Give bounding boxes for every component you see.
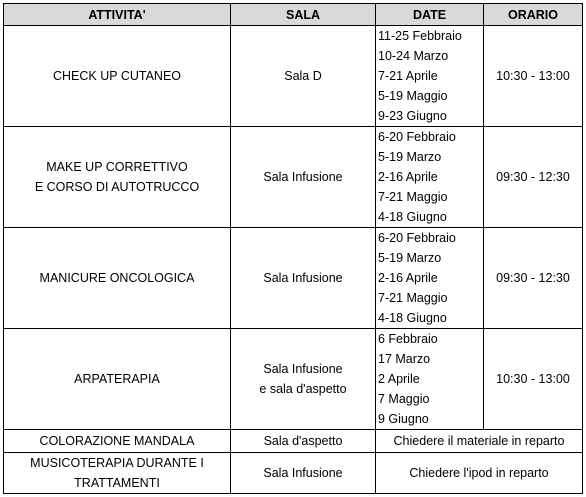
activity-cell (4, 453, 231, 494)
time-cell: 09:30 - 12:30 (484, 228, 583, 329)
text-line: e sala d'aspetto (259, 382, 347, 396)
header-time: ORARIO (484, 4, 583, 26)
table-row (4, 453, 583, 494)
date-entry: 9-23 Giugno (378, 109, 447, 123)
date-entry: 5-19 Marzo (378, 251, 442, 265)
date-entry: 7 Maggio (378, 392, 430, 406)
time-cell: 09:30 - 12:30 (484, 127, 583, 228)
table-row (4, 430, 583, 453)
date-entry: 4-18 Giugno (378, 210, 447, 224)
date-entry: 10-24 Marzo (378, 49, 449, 63)
activity-cell (4, 329, 231, 430)
room-cell (231, 26, 376, 127)
text-line: Sala Infusione (263, 362, 343, 376)
dates-cell (376, 26, 484, 127)
text-line: TRATTAMENTI (74, 476, 160, 490)
text-line: CHECK UP CUTANEO (52, 69, 182, 83)
text-line: MANICURE ONCOLOGICA (39, 271, 195, 285)
date-entry: 6 Febbraio (378, 332, 438, 346)
room-cell: Sala Infusione (231, 453, 376, 494)
text-line: MAKE UP CORRETTIVO (46, 160, 188, 174)
header-room: SALA (231, 4, 376, 26)
date-entry: 9 Giugno (378, 412, 429, 426)
date-entry: 11-25 Febbraio (378, 29, 462, 43)
dates-cell (376, 329, 484, 430)
room-cell: Sala d'aspetto (231, 430, 376, 453)
date-entry: 6-20 Febbraio (378, 130, 456, 144)
header-activity: ATTIVITA' (4, 4, 231, 26)
room-cell (231, 329, 376, 430)
schedule-table (3, 3, 583, 494)
date-entry: 7-21 Maggio (378, 190, 448, 204)
header-dates: DATE (376, 4, 484, 26)
date-entry: 7-21 Maggio (378, 291, 448, 305)
room-cell (231, 127, 376, 228)
activity-cell (4, 430, 231, 453)
text-line: COLORAZIONE MANDALA (39, 434, 195, 448)
date-entry: 4-18 Giugno (378, 311, 447, 325)
dates-cell (376, 228, 484, 329)
text-line: E CORSO DI AUTOTRUCCO (34, 180, 200, 194)
date-entry: 2-16 Aprile (378, 271, 438, 285)
dates-cell (376, 127, 484, 228)
note-cell: Chiedere l'ipod in reparto (376, 453, 583, 494)
text-line: MUSICOTERAPIA DURANTE I (30, 456, 204, 470)
note-cell: Chiedere il materiale in reparto (376, 430, 583, 453)
time-cell: 10:30 - 13:00 (484, 26, 583, 127)
room-cell (231, 228, 376, 329)
date-entry: 5-19 Marzo (378, 150, 442, 164)
table-row (4, 228, 583, 329)
table-row (4, 127, 583, 228)
text-line: ARPATERAPIA (74, 372, 160, 386)
date-entry: 7-21 Aprile (378, 69, 438, 83)
header-row (4, 4, 583, 26)
activity-cell (4, 26, 231, 127)
date-entry: 5-19 Maggio (378, 89, 448, 103)
time-cell: 10:30 - 13:00 (484, 329, 583, 430)
table-row (4, 329, 583, 430)
text-line: Sala Infusione (263, 271, 343, 285)
date-entry: 6-20 Febbraio (378, 231, 456, 245)
activity-cell (4, 127, 231, 228)
table-row (4, 26, 583, 127)
text-line: Sala D (284, 69, 322, 83)
text-line: Sala Infusione (263, 170, 343, 184)
activity-cell (4, 228, 231, 329)
date-entry: 2 Aprile (378, 372, 420, 386)
date-entry: 2-16 Aprile (378, 170, 438, 184)
date-entry: 17 Marzo (378, 352, 431, 366)
